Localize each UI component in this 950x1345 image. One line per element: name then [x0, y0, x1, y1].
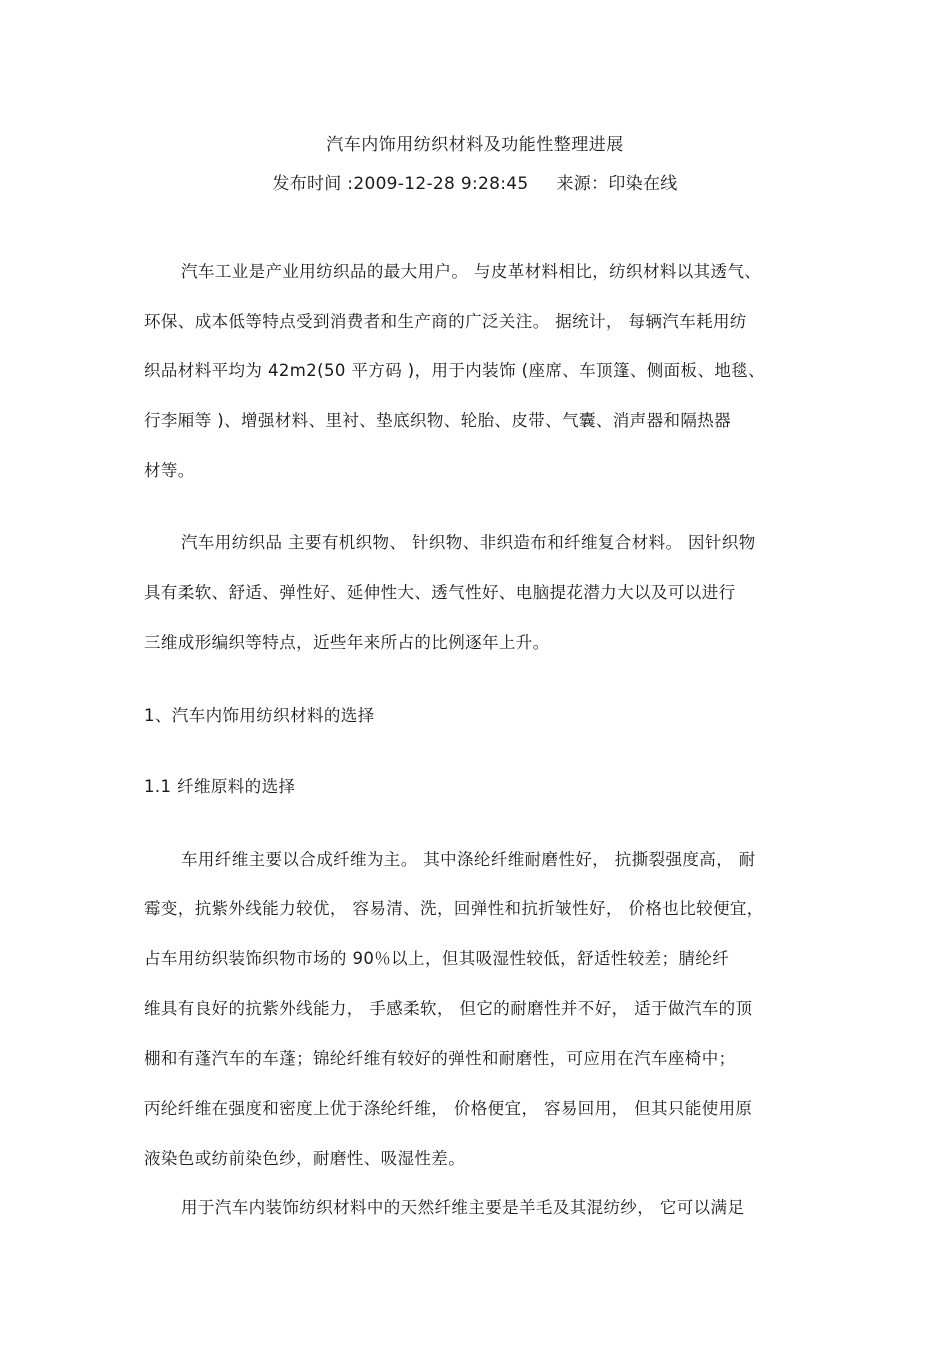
paragraph-line: 行李厢等 )、增强材料、里衬、垫底织物、轮胎、皮带、气囊、消声器和隔热器	[144, 411, 732, 430]
paragraph-line: 三维成形编织等特点，近些年来所占的比例逐年上升。	[144, 633, 550, 652]
paragraph-line: 环保、成本低等特点受到消费者和生产商的广泛关注。 据统计， 每辆汽车耗用纺	[144, 312, 747, 331]
paragraph-line: 占车用纺织装饰织物市场的 90％以上，但其吸湿性较低，舒适性较差；腈纶纤	[144, 949, 730, 968]
paragraph-line: 丙纶纤维在强度和密度上优于涤纶纤维， 价格便宜， 容易回用， 但其只能使用原	[144, 1099, 753, 1118]
paragraph-line: 汽车用纺织品 主要有机织物、 针织物、非织造布和纤维复合材料。 因针织物	[181, 533, 756, 552]
subsection-heading: 1.1 纤维原料的选择	[144, 777, 296, 796]
document-title: 汽车内饰用纺织材料及功能性整理进展	[326, 135, 624, 155]
paragraph-line: 具有柔软、舒适、弹性好、延伸性大、透气性好、电脑提花潜力大以及可以进行	[144, 583, 736, 602]
paragraph-line: 车用纤维主要以合成纤维为主。 其中涤纶纤维耐磨性好， 抗撕裂强度高， 耐	[181, 850, 756, 869]
document-meta	[0, 169, 950, 194]
paragraph-line: 液染色或纺前染色纱，耐磨性、吸湿性差。	[144, 1149, 466, 1168]
section-heading: 1、汽车内饰用纺织材料的选择	[144, 706, 375, 725]
paragraph-line: 维具有良好的抗紫外线能力， 手感柔软， 但它的耐磨性并不好， 适于做汽车的顶	[144, 999, 753, 1018]
source-label: 来源：印染在线	[556, 174, 678, 194]
paragraph-line: 霉变，抗紫外线能力较优， 容易清、洗，回弹性和抗折皱性好， 价格也比较便宜，	[144, 899, 764, 918]
paragraph-line: 材等。	[144, 461, 195, 480]
paragraph-line: 棚和有蓬汽车的车蓬；锦纶纤维有较好的弹性和耐磨性，可应用在汽车座椅中；	[144, 1049, 736, 1068]
paragraph-line: 织品材料平均为 42m2(50 平方码 )，用于内装饰 (座席、车顶篷、侧面板、地毯、	[144, 361, 766, 380]
publish-time: 发布时间 :2009-12-28 9:28:45	[272, 174, 529, 194]
paragraph-line: 用于汽车内装饰纺织材料中的天然纤维主要是羊毛及其混纺纱， 它可以满足	[181, 1198, 745, 1217]
paragraph-line: 汽车工业是产业用纺织品的最大用户。 与皮革材料相比，纺织材料以其透气、	[181, 262, 762, 281]
